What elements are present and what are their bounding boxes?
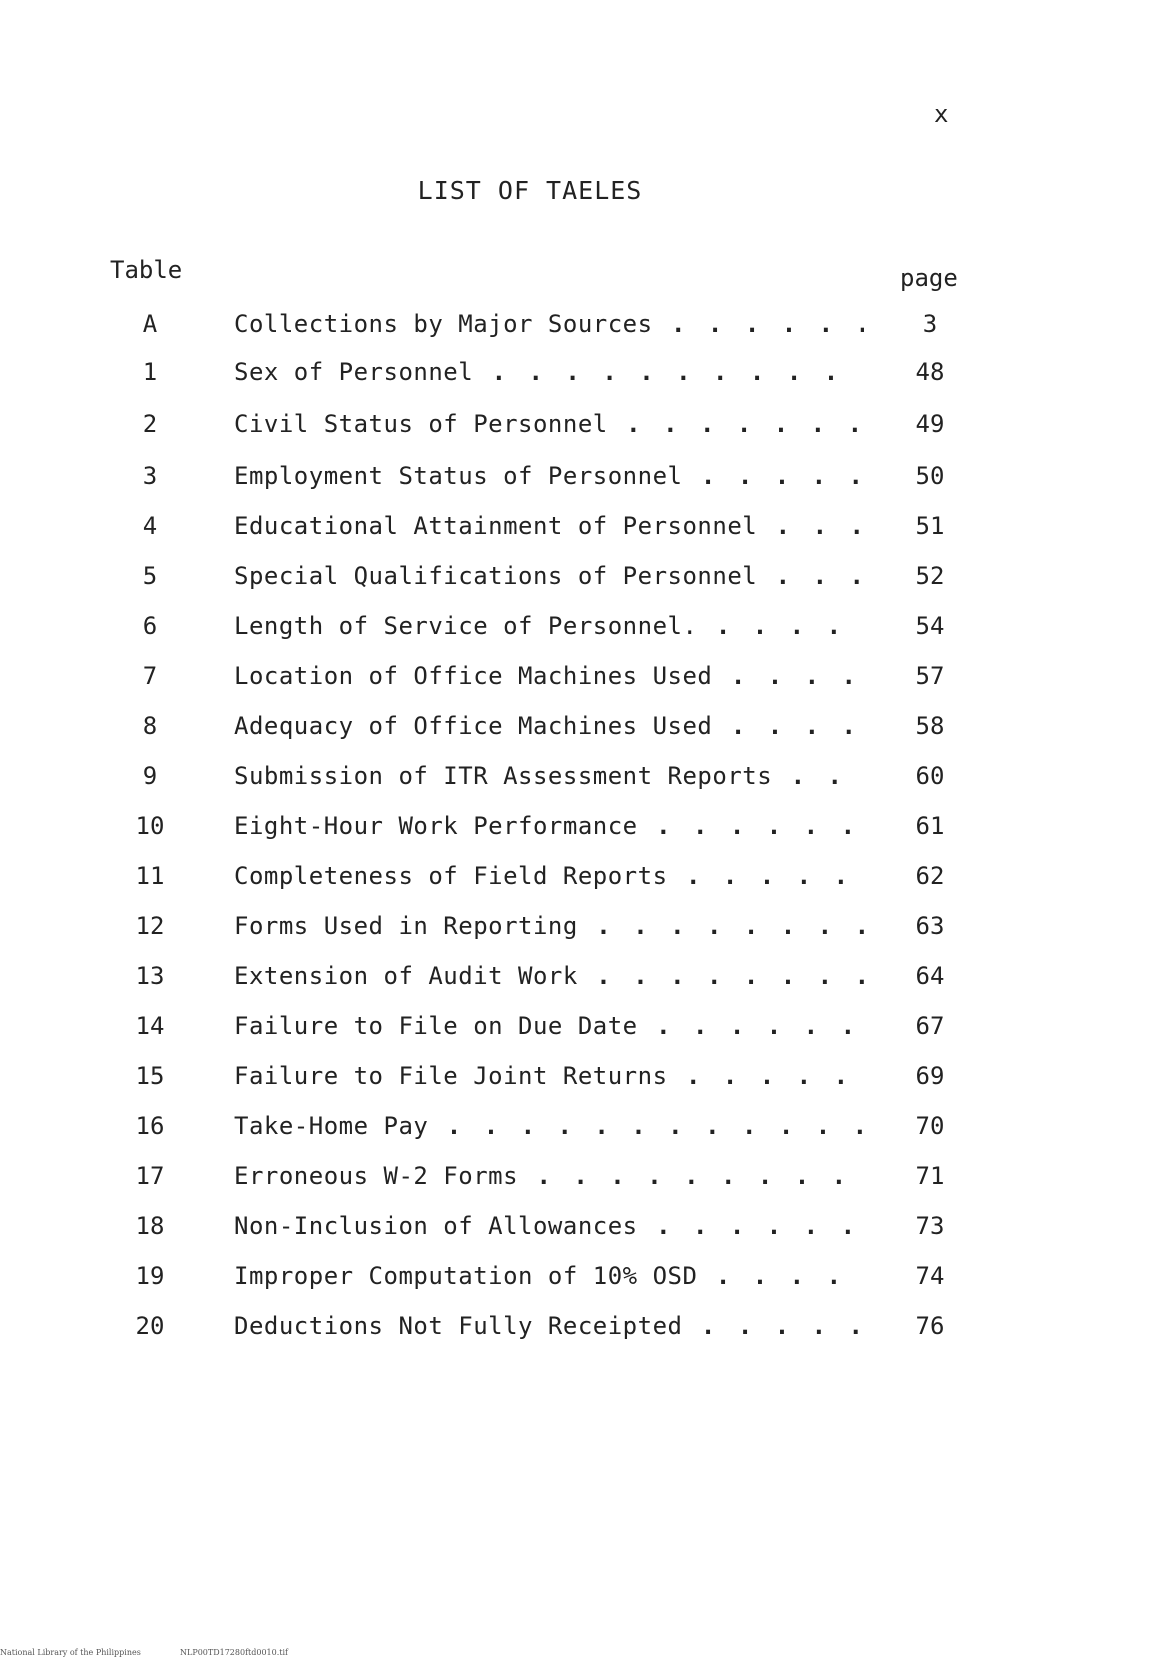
table-title: Eight-Hour Work Performance . . .	[234, 812, 864, 840]
table-number: 6	[142, 612, 158, 640]
table-entry	[0, 962, 1150, 1002]
table-title: Collections by Major Sources . . .	[234, 310, 864, 338]
table-title: Erroneous W-2 Forms . . .	[234, 1162, 864, 1190]
table-page-number: 63	[915, 912, 945, 940]
footer	[0, 1648, 289, 1657]
table-number: 7	[142, 662, 158, 690]
table-title: Special Qualifications of Personnel . . .	[234, 562, 864, 590]
page-number: x	[934, 100, 949, 128]
table-page-number: 69	[915, 1062, 945, 1090]
table-page-number: 54	[915, 612, 945, 640]
table-entry	[0, 912, 1150, 952]
table-number: 10	[135, 812, 165, 840]
table-page-number: 70	[915, 1112, 945, 1140]
table-entry	[0, 612, 1150, 652]
table-page-number: 74	[915, 1262, 945, 1290]
table-title: Completeness of Field Reports . . .	[234, 862, 864, 890]
table-page-number: 51	[915, 512, 945, 540]
table-column-header: Table	[110, 256, 183, 284]
table-page-number: 76	[915, 1312, 945, 1340]
table-entry	[0, 310, 1150, 350]
table-title: Improper Computation of 10% OSD . . .	[234, 1262, 864, 1290]
table-number: 3	[142, 462, 158, 490]
table-number: 2	[142, 410, 158, 438]
table-entry	[0, 812, 1150, 852]
table-number: 11	[135, 862, 165, 890]
table-page-number: 64	[915, 962, 945, 990]
table-page-number: 60	[915, 762, 945, 790]
table-number: 19	[135, 1262, 165, 1290]
table-entry	[0, 1112, 1150, 1152]
table-entry	[0, 1212, 1150, 1252]
table-page-number: 61	[915, 812, 945, 840]
table-entry	[0, 1262, 1150, 1302]
table-title: Deductions Not Fully Receipted . . .	[234, 1312, 864, 1340]
table-page-number: 48	[915, 358, 945, 386]
table-entry	[0, 1012, 1150, 1052]
table-number: 18	[135, 1212, 165, 1240]
table-page-number: 71	[915, 1162, 945, 1190]
table-page-number: 73	[915, 1212, 945, 1240]
table-entry	[0, 562, 1150, 602]
table-number: 17	[135, 1162, 165, 1190]
table-title: Sex of Personnel . . .	[234, 358, 864, 386]
table-entry	[0, 1312, 1150, 1352]
table-page-number: 58	[915, 712, 945, 740]
table-page-number: 3	[922, 310, 938, 338]
table-number: 4	[142, 512, 158, 540]
table-number: 12	[135, 912, 165, 940]
table-page-number: 62	[915, 862, 945, 890]
table-title: Educational Attainment of Personnel . . .	[234, 512, 864, 540]
table-title: Non-Inclusion of Allowances . . .	[234, 1212, 864, 1240]
table-page-number: 50	[915, 462, 945, 490]
table-entry	[0, 358, 1150, 398]
table-title: Forms Used in Reporting . . .	[234, 912, 864, 940]
table-number: 13	[135, 962, 165, 990]
table-entry	[0, 512, 1150, 552]
table-number: 8	[142, 712, 158, 740]
table-title: Adequacy of Office Machines Used . . .	[234, 712, 864, 740]
table-entry	[0, 1062, 1150, 1102]
table-title: Location of Office Machines Used . . .	[234, 662, 864, 690]
table-entry	[0, 462, 1150, 502]
table-title: Length of Service of Personnel. . . .	[234, 612, 864, 640]
table-title: Extension of Audit Work . . .	[234, 962, 864, 990]
footer-library: National Library of the Philippines	[0, 1648, 141, 1657]
table-number: 5	[142, 562, 158, 590]
table-entry	[0, 762, 1150, 802]
table-number: 16	[135, 1112, 165, 1140]
table-number: 9	[142, 762, 158, 790]
page-column-header: page	[900, 264, 958, 292]
table-entry	[0, 712, 1150, 752]
table-number: 14	[135, 1012, 165, 1040]
table-page-number: 57	[915, 662, 945, 690]
table-entry	[0, 662, 1150, 702]
table-page-number: 49	[915, 410, 945, 438]
table-page-number: 67	[915, 1012, 945, 1040]
table-title: Submission of ITR Assessment Reports . . .	[234, 762, 864, 790]
table-number: 15	[135, 1062, 165, 1090]
table-title: Failure to File Joint Returns . . .	[234, 1062, 864, 1090]
table-title: Employment Status of Personnel . . .	[234, 462, 864, 490]
table-number: A	[142, 310, 158, 338]
table-entry	[0, 862, 1150, 902]
page-title: LIST OF TAELES	[417, 176, 643, 205]
footer-filename: NLP00TD17280ftd0010.tif	[180, 1648, 289, 1657]
table-entry	[0, 1162, 1150, 1202]
table-title: Take-Home Pay . . .	[234, 1112, 864, 1140]
table-number: 1	[142, 358, 158, 386]
table-entry	[0, 410, 1150, 450]
table-number: 20	[135, 1312, 165, 1340]
table-title: Failure to File on Due Date . . .	[234, 1012, 864, 1040]
table-title: Civil Status of Personnel . . .	[234, 410, 864, 438]
table-page-number: 52	[915, 562, 945, 590]
